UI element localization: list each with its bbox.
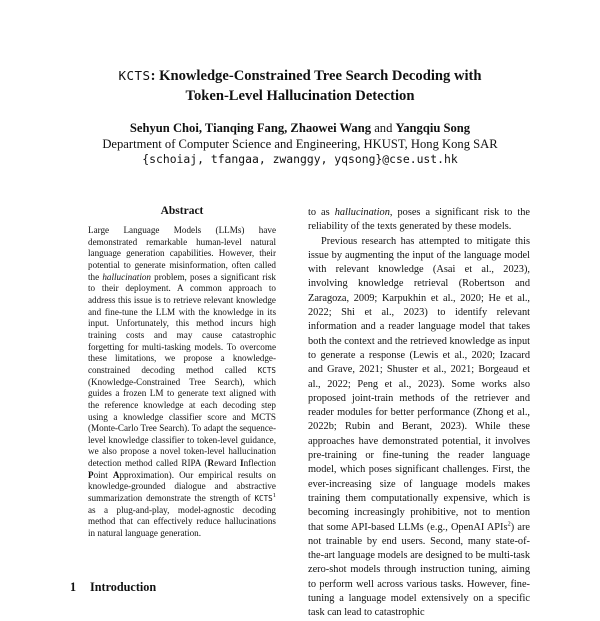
abstract-point: oint bbox=[93, 469, 113, 480]
title-line-1 bbox=[40, 66, 560, 86]
abstract-text-5: as a plug-and-play, model-agnostic decoding method that can effectively reduce hallucinations in natural language generation. bbox=[88, 504, 276, 539]
title-line-2: Token-Level Hallucination Detection bbox=[185, 88, 415, 104]
system-name: KCTS bbox=[118, 68, 151, 83]
right-p1-italic: hallucination bbox=[334, 207, 390, 218]
abstract-footnote-mark[interactable]: 1 bbox=[272, 492, 276, 500]
abstract-system-name-1: KCTS bbox=[257, 365, 276, 375]
abstract-bold-i: I bbox=[240, 458, 244, 469]
title-line-1-text: : Knowledge-Constrained Tree Search Decoding with bbox=[150, 68, 482, 84]
abstract-bold-r: R bbox=[207, 458, 215, 469]
abstract-bold-a: A bbox=[112, 469, 120, 480]
right-p1-end: , poses a significant risk to the reliability of the texts generated by these models. bbox=[308, 207, 530, 233]
abstract-system-name-2: KCTS bbox=[254, 494, 273, 504]
abstract-body bbox=[88, 225, 276, 540]
section-title: Introduction bbox=[90, 580, 157, 594]
affiliation: Department of Computer Science and Engineering, HKUST, Hong Kong SAR bbox=[102, 137, 498, 151]
abstract-text-3: (Knowledge-Constrained Tree Search), which guides a frozen LM to generate text aligned with the reference knowledge at each decoding step using a knowledge classifier score and MCTS (Monte-Carlo Tree Search). To adapt the sequence-level knowledge classifier to token-level guidance, we also propose a novel token-level hallucination detection method called RIPA ( bbox=[88, 376, 276, 469]
author-and: and bbox=[374, 121, 393, 135]
right-p1-start: to as bbox=[308, 207, 335, 218]
paper-title bbox=[40, 66, 560, 106]
right-p2-text-b: ) are not trainable by end users. Second, many state-of-the-art language models are designed to be multi-task zero-shot models through instruction tuning, aiming to perform well across various tasks. However, fine-tuning a language model extensively on a specific task can lead to catastrophic bbox=[308, 521, 530, 619]
emails: {schoiaj, tfangaa, zwanggy, yqsong}@cse.ust.hk bbox=[142, 152, 458, 166]
abstract-inflection: nflection bbox=[243, 458, 276, 469]
right-paragraph-1 bbox=[308, 206, 530, 235]
abstract-text-1: Large Language Models (LLMs) have demonstrated remarkable human-level natural language generation capabilities. However, their potential to generate misinformation, often called the bbox=[88, 225, 276, 282]
section-number: 1 bbox=[70, 580, 77, 594]
right-column bbox=[308, 206, 530, 621]
author-group-1: Sehyun Choi, Tianqing Fang, Zhaowei Wang bbox=[129, 121, 372, 135]
right-paragraph-2 bbox=[308, 235, 530, 621]
right-p2-footnote-mark[interactable]: 2 bbox=[507, 520, 511, 528]
abstract-reward: eward bbox=[214, 458, 240, 469]
abstract-text-4: pproximation). Our empirical results on knowledge-grounded dialogue and abstractive summarization demonstrate the strength of bbox=[88, 469, 276, 504]
right-p2-text-a: Previous research has attempted to mitigate this issue by augmenting the input of the language model with relevant knowledge (Asai et al., 2023), involving knowledge retrieval (Robertson and Zaragoza, 2009; Karpukhin et al., 2020; He et al., 2022; Shi et al., 2023) to identify relevant information and a reader language model that takes both the context and the retrieved knowledge as input to generate a response (Lewis et al., 2020; Izacard and Grave, 2021; Shuster et al., 2021; Borgeaud et al., 2022; Peng et al., 2023). Some works also proposed joint-train methods of the retriever and reader modules for better performance (Zhong et al., 2022b; Rubin and Berant, 2023). While these approaches have demonstrated potential, it involves pre-training or fine-tuning the reader language model, which poses significant challenges. First, the ever-increasing size of language models makes training them computationally expensive, which is becoming increasingly prohibitive, not to mention that some API-based LLMs (e.g., OpenAI APIs bbox=[308, 235, 530, 533]
section-heading-introduction bbox=[70, 580, 156, 595]
abstract-bold-p: P bbox=[88, 469, 94, 480]
abstract-italic-hallucination: hallucination bbox=[102, 271, 151, 282]
abstract-heading: Abstract bbox=[160, 205, 204, 217]
authors bbox=[40, 120, 560, 136]
author-group-2: Yangqiu Song bbox=[395, 121, 471, 135]
abstract-text-2: problem, poses a significant risk to their deployment. A common approach to address this issue is to retrieve relevant knowledge and fine-tune the LLM with the knowledge in its input. Unfortunately, this method incurs high training costs and may cause catastrophic forgetting for multi-tasking models. To overcome these limitations, we propose a knowledge-constrained decoding method called bbox=[88, 271, 276, 375]
